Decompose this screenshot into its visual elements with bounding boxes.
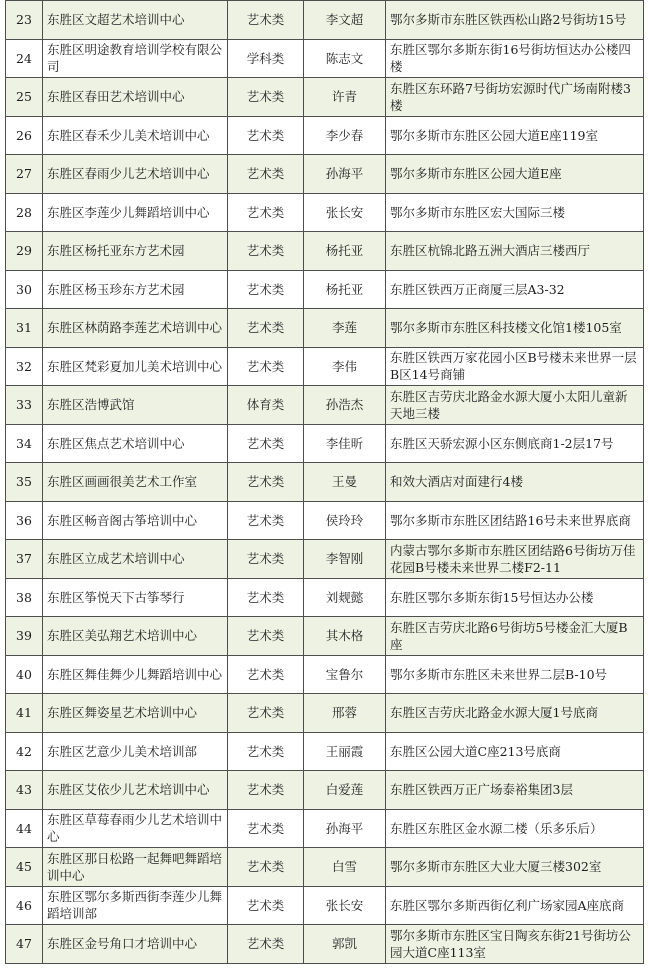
contact-person-cell: 其木格 xyxy=(304,617,386,656)
contact-person-cell: 宝鲁尔 xyxy=(304,655,386,694)
address-cell: 东胜区吉劳庆北路金水源大厦1号底商 xyxy=(386,694,644,733)
institution-name-cell: 东胜区草莓春雨少儿艺术培训中心 xyxy=(43,809,228,848)
table-row xyxy=(6,424,644,463)
contact-person-cell: 李文超 xyxy=(304,1,386,40)
institution-name-cell: 东胜区林荫路李莲艺术培训中心 xyxy=(43,309,228,348)
category-cell: 艺术类 xyxy=(228,617,304,656)
contact-person-cell: 孙海平 xyxy=(304,809,386,848)
category-cell: 艺术类 xyxy=(228,78,304,117)
institution-table xyxy=(5,0,644,964)
category-cell: 艺术类 xyxy=(228,463,304,502)
table-row xyxy=(6,809,644,848)
contact-person-cell: 邢蓉 xyxy=(304,694,386,733)
table-row xyxy=(6,270,644,309)
address-cell: 东胜区东胜区金水源二楼（乐多乐后） xyxy=(386,809,644,848)
institution-name-cell: 东胜区春禾少儿美术培训中心 xyxy=(43,116,228,155)
table-row xyxy=(6,540,644,579)
row-number-cell: 46 xyxy=(6,886,43,925)
address-cell: 和效大酒店对面建行4楼 xyxy=(386,463,644,502)
address-cell: 内蒙古鄂尔多斯市东胜区团结路6号街坊万佳花园B号楼未来世界二楼F2-11 xyxy=(386,540,644,579)
category-cell: 艺术类 xyxy=(228,193,304,232)
contact-person-cell: 孙浩杰 xyxy=(304,386,386,425)
row-number-cell: 26 xyxy=(6,116,43,155)
address-cell: 东胜区铁西万正商厦三层A3-32 xyxy=(386,270,644,309)
table-row xyxy=(6,39,644,78)
institution-name-cell: 东胜区鄂尔多斯西街李莲少儿舞蹈培训部 xyxy=(43,886,228,925)
category-cell: 艺术类 xyxy=(228,424,304,463)
category-cell: 艺术类 xyxy=(228,848,304,887)
category-cell: 艺术类 xyxy=(228,694,304,733)
category-cell: 艺术类 xyxy=(228,732,304,771)
table-row xyxy=(6,617,644,656)
table-row xyxy=(6,578,644,617)
row-number-cell: 43 xyxy=(6,771,43,810)
table-row xyxy=(6,155,644,194)
table-row xyxy=(6,116,644,155)
contact-person-cell: 许青 xyxy=(304,78,386,117)
institution-name-cell: 东胜区那日松路一起舞吧舞蹈培训中心 xyxy=(43,848,228,887)
category-cell: 艺术类 xyxy=(228,540,304,579)
category-cell: 艺术类 xyxy=(228,309,304,348)
table-row xyxy=(6,848,644,887)
address-cell: 东胜区杭锦北路五洲大酒店三楼西厅 xyxy=(386,232,644,271)
row-number-cell: 38 xyxy=(6,578,43,617)
table-row xyxy=(6,347,644,386)
row-number-cell: 31 xyxy=(6,309,43,348)
contact-person-cell: 郭凯 xyxy=(304,925,386,964)
row-number-cell: 27 xyxy=(6,155,43,194)
institution-name-cell: 东胜区李莲少儿舞蹈培训中心 xyxy=(43,193,228,232)
table-row xyxy=(6,694,644,733)
contact-person-cell: 杨托亚 xyxy=(304,232,386,271)
table-row xyxy=(6,386,644,425)
address-cell: 东胜区天骄宏源小区东侧底商1-2层17号 xyxy=(386,424,644,463)
row-number-cell: 29 xyxy=(6,232,43,271)
contact-person-cell: 李伟 xyxy=(304,347,386,386)
table-row xyxy=(6,886,644,925)
row-number-cell: 30 xyxy=(6,270,43,309)
table-row xyxy=(6,655,644,694)
address-cell: 东胜区吉劳庆北路6号街坊5号楼金汇大厦B座 xyxy=(386,617,644,656)
contact-person-cell: 白雪 xyxy=(304,848,386,887)
row-number-cell: 25 xyxy=(6,78,43,117)
contact-person-cell: 李莲 xyxy=(304,309,386,348)
institution-name-cell: 东胜区舞姿星艺术培训中心 xyxy=(43,694,228,733)
row-number-cell: 44 xyxy=(6,809,43,848)
category-cell: 艺术类 xyxy=(228,347,304,386)
row-number-cell: 42 xyxy=(6,732,43,771)
row-number-cell: 39 xyxy=(6,617,43,656)
category-cell: 艺术类 xyxy=(228,1,304,40)
table-row xyxy=(6,925,644,964)
contact-person-cell: 李佳昕 xyxy=(304,424,386,463)
address-cell: 东胜区鄂尔多斯东街16号街坊恒达办公楼四楼 xyxy=(386,39,644,78)
table-row xyxy=(6,501,644,540)
contact-person-cell: 孙海平 xyxy=(304,155,386,194)
category-cell: 艺术类 xyxy=(228,578,304,617)
institution-name-cell: 东胜区明途教育培训学校有限公司 xyxy=(43,39,228,78)
institution-name-cell: 东胜区畅音阁古筝培训中心 xyxy=(43,501,228,540)
contact-person-cell: 陈志文 xyxy=(304,39,386,78)
address-cell: 东胜区鄂尔多斯西街亿利广场家园A座底商 xyxy=(386,886,644,925)
table-row xyxy=(6,463,644,502)
institution-name-cell: 东胜区舞佳舞少儿舞蹈培训中心 xyxy=(43,655,228,694)
address-cell: 鄂尔多斯市东胜区公园大道E座119室 xyxy=(386,116,644,155)
contact-person-cell: 白爱莲 xyxy=(304,771,386,810)
row-number-cell: 37 xyxy=(6,540,43,579)
institution-name-cell: 东胜区立成艺术培训中心 xyxy=(43,540,228,579)
institution-name-cell: 东胜区春田艺术培训中心 xyxy=(43,78,228,117)
address-cell: 鄂尔多斯市东胜区公园大道E座 xyxy=(386,155,644,194)
address-cell: 鄂尔多斯市东胜区宝日陶亥东街21号街坊公园大道C座113室 xyxy=(386,925,644,964)
table-row xyxy=(6,1,644,40)
institution-name-cell: 东胜区画画很美艺术工作室 xyxy=(43,463,228,502)
table-row xyxy=(6,771,644,810)
address-cell: 鄂尔多斯市东胜区未来世界二层B-10号 xyxy=(386,655,644,694)
category-cell: 艺术类 xyxy=(228,925,304,964)
row-number-cell: 23 xyxy=(6,1,43,40)
address-cell: 鄂尔多斯市东胜区铁西松山路2号街坊15号 xyxy=(386,1,644,40)
category-cell: 艺术类 xyxy=(228,771,304,810)
row-number-cell: 47 xyxy=(6,925,43,964)
institution-name-cell: 东胜区艺意少儿美术培训部 xyxy=(43,732,228,771)
contact-person-cell: 张长安 xyxy=(304,193,386,232)
table-row xyxy=(6,193,644,232)
contact-person-cell: 侯玲玲 xyxy=(304,501,386,540)
row-number-cell: 24 xyxy=(6,39,43,78)
category-cell: 体育类 xyxy=(228,386,304,425)
contact-person-cell: 张长安 xyxy=(304,886,386,925)
institution-name-cell: 东胜区梵彩夏加儿美术培训中心 xyxy=(43,347,228,386)
address-cell: 东胜区铁西万家花园小区B号楼未来世界一层B区14号商铺 xyxy=(386,347,644,386)
institution-name-cell: 东胜区春雨少儿艺术培训中心 xyxy=(43,155,228,194)
contact-person-cell: 杨托亚 xyxy=(304,270,386,309)
institution-name-cell: 东胜区浩博武馆 xyxy=(43,386,228,425)
category-cell: 艺术类 xyxy=(228,270,304,309)
address-cell: 鄂尔多斯市东胜区团结路16号未来世界底商 xyxy=(386,501,644,540)
address-cell: 东胜区公园大道C座213号底商 xyxy=(386,732,644,771)
contact-person-cell: 刘觌懿 xyxy=(304,578,386,617)
contact-person-cell: 李智刚 xyxy=(304,540,386,579)
row-number-cell: 40 xyxy=(6,655,43,694)
category-cell: 艺术类 xyxy=(228,501,304,540)
institution-name-cell: 东胜区筝悦天下古筝琴行 xyxy=(43,578,228,617)
contact-person-cell: 王曼 xyxy=(304,463,386,502)
category-cell: 艺术类 xyxy=(228,116,304,155)
category-cell: 学科类 xyxy=(228,39,304,78)
category-cell: 艺术类 xyxy=(228,655,304,694)
institution-name-cell: 东胜区美弘翔艺术培训中心 xyxy=(43,617,228,656)
category-cell: 艺术类 xyxy=(228,232,304,271)
address-cell: 东胜区鄂尔多斯东街15号恒达办公楼 xyxy=(386,578,644,617)
address-cell: 东胜区铁西万正广场泰裕集团3层 xyxy=(386,771,644,810)
row-number-cell: 45 xyxy=(6,848,43,887)
table-body xyxy=(6,1,644,964)
row-number-cell: 36 xyxy=(6,501,43,540)
row-number-cell: 32 xyxy=(6,347,43,386)
category-cell: 艺术类 xyxy=(228,809,304,848)
row-number-cell: 28 xyxy=(6,193,43,232)
table-row xyxy=(6,309,644,348)
address-cell: 东胜区吉劳庆北路金水源大厦小太阳儿童新天地三楼 xyxy=(386,386,644,425)
institution-name-cell: 东胜区文超艺术培训中心 xyxy=(43,1,228,40)
category-cell: 艺术类 xyxy=(228,886,304,925)
table-row xyxy=(6,732,644,771)
row-number-cell: 33 xyxy=(6,386,43,425)
institution-name-cell: 东胜区杨玉珍东方艺术园 xyxy=(43,270,228,309)
category-cell: 艺术类 xyxy=(228,155,304,194)
address-cell: 鄂尔多斯市东胜区宏大国际三楼 xyxy=(386,193,644,232)
institution-name-cell: 东胜区金号角口才培训中心 xyxy=(43,925,228,964)
address-cell: 鄂尔多斯市东胜区科技楼文化馆1楼105室 xyxy=(386,309,644,348)
institution-name-cell: 东胜区杨托亚东方艺术园 xyxy=(43,232,228,271)
table-row xyxy=(6,78,644,117)
contact-person-cell: 王丽霞 xyxy=(304,732,386,771)
contact-person-cell: 李少春 xyxy=(304,116,386,155)
address-cell: 鄂尔多斯市东胜区大业大厦三楼302室 xyxy=(386,848,644,887)
institution-name-cell: 东胜区艾依少儿艺术培训中心 xyxy=(43,771,228,810)
table-row xyxy=(6,232,644,271)
institution-name-cell: 东胜区焦点艺术培训中心 xyxy=(43,424,228,463)
row-number-cell: 34 xyxy=(6,424,43,463)
row-number-cell: 35 xyxy=(6,463,43,502)
address-cell: 东胜区东环路7号街坊宏源时代广场南附楼3楼 xyxy=(386,78,644,117)
row-number-cell: 41 xyxy=(6,694,43,733)
